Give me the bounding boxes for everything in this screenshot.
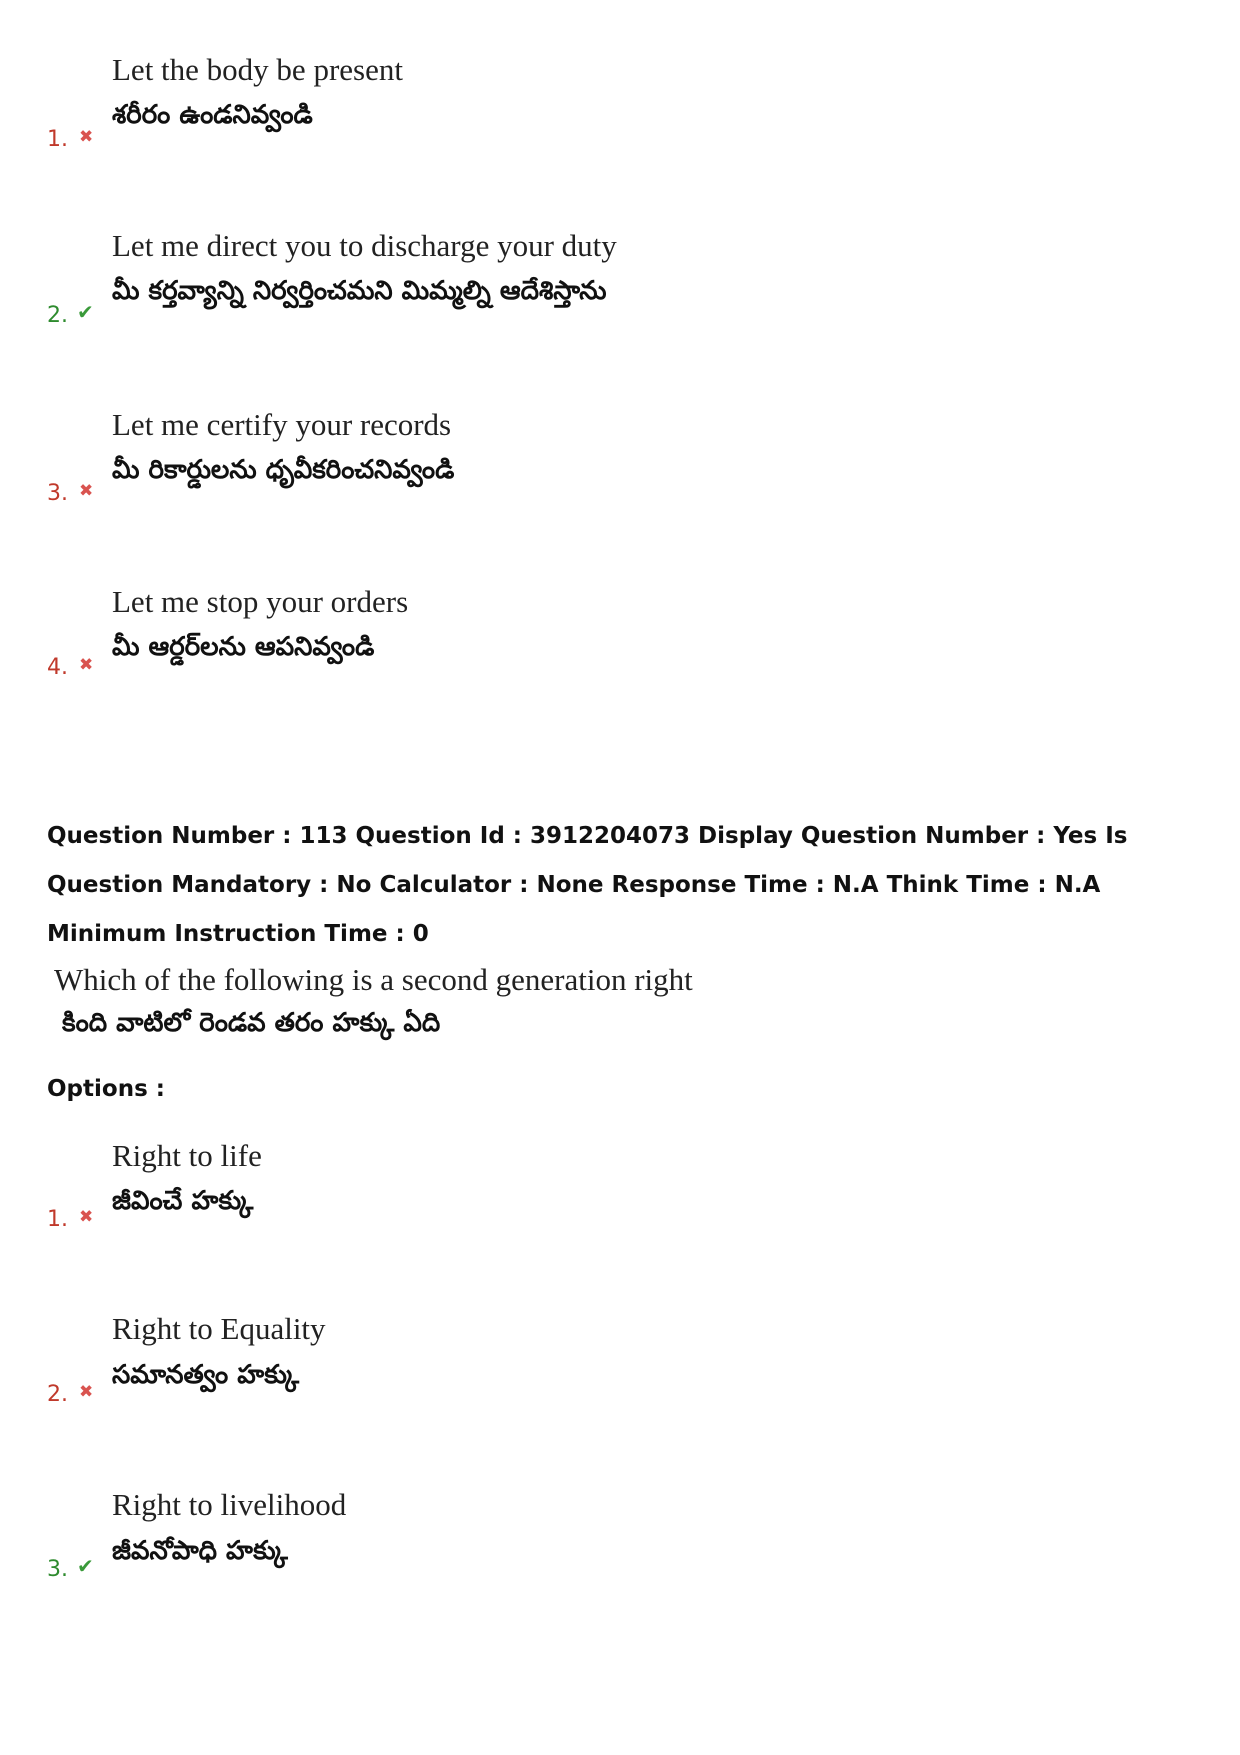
question-telugu-text: కింది వాటిలో రెండవ తరం హక్కు ఏది (62, 1008, 441, 1038)
wrong-cross-icon: ✖ (79, 481, 94, 501)
option-telugu-text: మీ ఆర్డర్‌లను ఆపనివ్వండి (112, 632, 375, 662)
option-english-text: Let me direct you to discharge your duty (112, 228, 617, 263)
option-telugu-text: జీవనోపాధి హక్కు (112, 1536, 288, 1566)
option-english-text: Right to life (112, 1138, 262, 1173)
option-number: 1. (47, 1207, 68, 1232)
option-number: 2. (47, 1382, 68, 1407)
options-heading: Options : (47, 1076, 165, 1102)
option-english-text: Right to Equality (112, 1311, 326, 1346)
question-metadata: Question Number : 113 Question Id : 3912204073 Display Question Number : Yes Is Question Mandatory : No Calculator : None Response Time : N.A Think Time : N.A Minimum Instruction Time : 0 (47, 823, 1128, 947)
option-english-text: Right to livelihood (112, 1487, 347, 1522)
wrong-cross-icon: ✖ (79, 1382, 94, 1402)
option-number: 4. (47, 655, 68, 680)
option-english-text: Let me stop your orders (112, 584, 409, 619)
option-telugu-text: సమానత్వం హక్కు (112, 1360, 299, 1390)
option-telugu-text: జీవించే హక్కు (112, 1186, 254, 1216)
correct-check-icon: ✔ (77, 1554, 94, 1578)
option-number: 3. (47, 481, 68, 506)
option-telugu-text: మీ కర్తవ్యాన్ని నిర్వర్తించమని మిమ్మల్ని ఆదేశిస్తాను (112, 276, 607, 306)
option-english-text: Let me certify your records (112, 407, 452, 442)
option-english-text: Let the body be present (112, 52, 403, 87)
wrong-cross-icon: ✖ (79, 1207, 94, 1227)
option-telugu-text: శరీరం ఉండనివ్వండి (112, 100, 313, 130)
option-telugu-text: మీ రికార్డులను ధృవీకరించనివ్వండి (112, 455, 455, 485)
option-number: 3. (47, 1557, 68, 1582)
option-number: 2. (47, 303, 68, 328)
correct-check-icon: ✔ (77, 300, 94, 324)
wrong-cross-icon: ✖ (79, 127, 94, 147)
question-english-text: Which of the following is a second generation right (54, 962, 693, 997)
wrong-cross-icon: ✖ (79, 655, 94, 675)
option-number: 1. (47, 127, 68, 152)
